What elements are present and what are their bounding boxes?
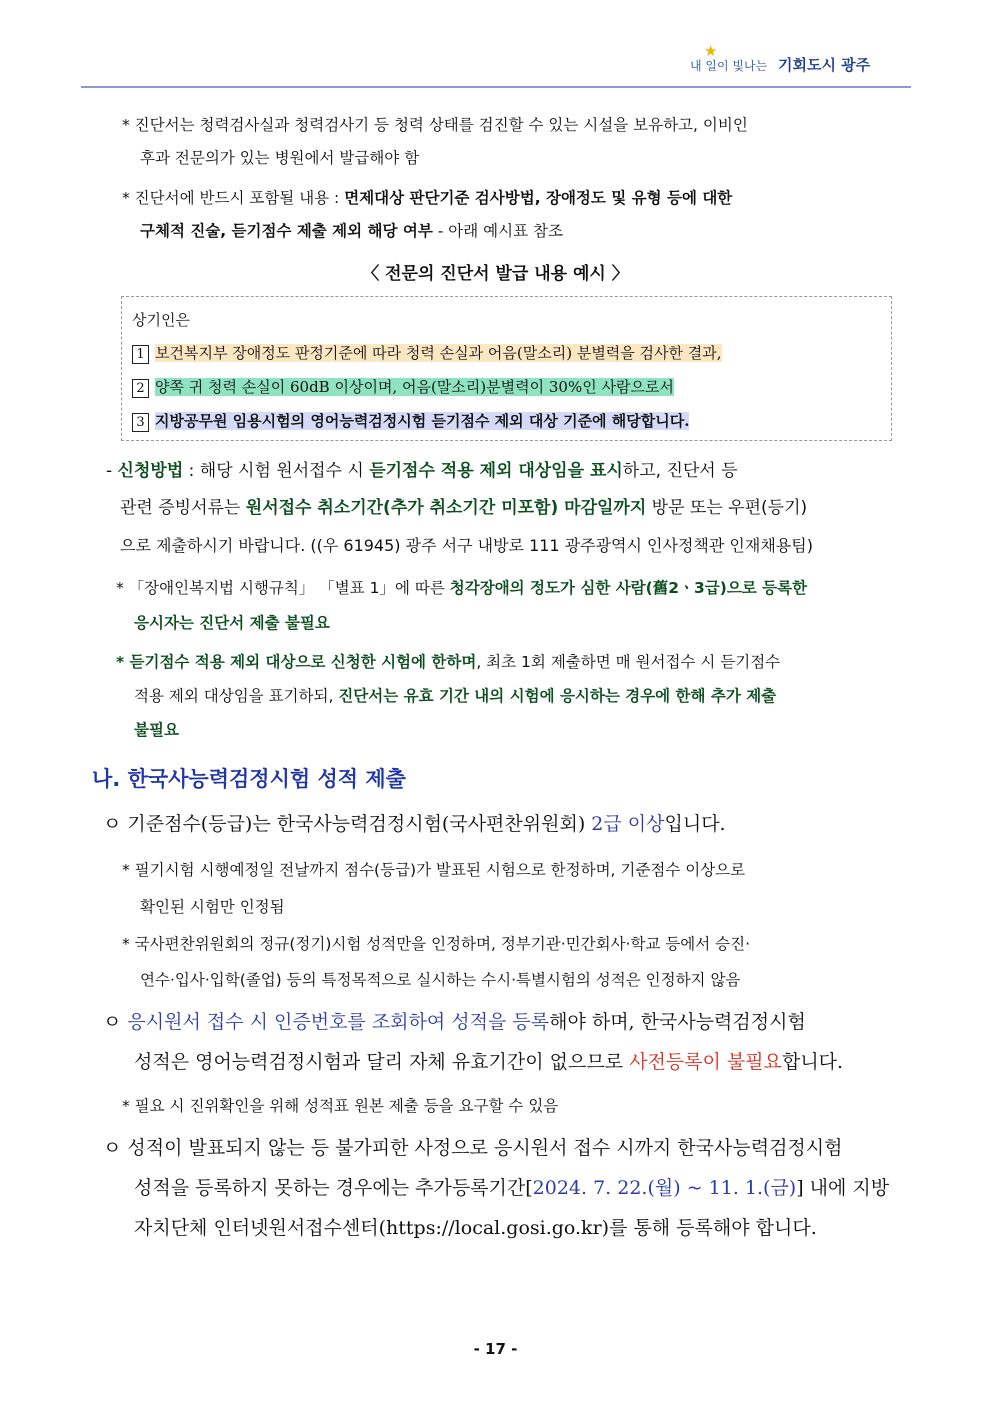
- page-number: - 17 -: [473, 1340, 518, 1358]
- mid-note-1-line-2: 응시자는 진단서 제출 불필요: [134, 614, 330, 632]
- note-2-line-2: 구체적 진술, 듣기점수 제출 제외 해당 여부 - 아래 예시표 참조: [140, 222, 563, 240]
- header-slogan: 내 일이 빛나는: [690, 59, 768, 73]
- mid-note-1-line-1: * 「장애인복지법 시행규칙」 「별표 1」에 따른 청각장애의 정도가 심한 사람(舊2ㆍ3급)으로 등록한: [116, 579, 808, 597]
- apply-line-1: - 신청방법 : 해당 시험 원서접수 시 듣기점수 적용 제외 대상임을 표시하고, 진단서 등: [106, 461, 738, 481]
- header-logo: [690, 42, 871, 75]
- bullet-2-line-1: ㅇ 응시원서 접수 시 인증번호를 조회하여 성적을 등록해야 하며, 한국사능력검정시험: [103, 1011, 806, 1033]
- note-2-line-1: * 진단서에 반드시 포함될 내용 : 면제대상 판단기준 검사방법, 장애정도 및 유형 등에 대한: [122, 189, 733, 207]
- example-intro: 상기인은: [132, 311, 190, 329]
- example-item-3: 3 지방공무원 임용시험의 영어능력검정시험 듣기점수 제외 대상 기준에 해당합니다.: [132, 411, 689, 432]
- mid-note-2-line-2: 적용 제외 대상임을 표기하되, 진단서는 유효 기간 내의 시험에 응시하는 경우에 한해 추가 제출: [134, 687, 777, 705]
- example-title: 〈 전문의 진단서 발급 내용 예시 〉: [362, 264, 629, 284]
- header-divider: [81, 86, 911, 88]
- bullet-3-line-1: ㅇ 성적이 발표되지 않는 등 불가피한 사정으로 응시원서 접수 시까지 한국사능력검정시험: [103, 1137, 843, 1159]
- note-1-line-1: * 진단서는 청력검사실과 청력검사기 등 청력 상태를 검진할 수 있는 시설을 보유하고, 이비인: [122, 116, 748, 134]
- section-title: 나. 한국사능력검정시험 성적 제출: [92, 767, 406, 791]
- apply-line-2: 관련 증빙서류는 원서접수 취소기간(추가 취소기간 미포함) 마감일까지 방문 또는 우편(등기): [120, 498, 808, 518]
- example-item-2: 2 양쪽 귀 청력 손실이 60dB 이상이며, 어음(말소리)분별력이 30%인 사람으로서: [132, 377, 674, 398]
- bullet-1-note-1-line-2: 확인된 시험만 인정됨: [140, 898, 285, 916]
- bullet-2-note: * 필요 시 진위확인을 위해 성적표 원본 제출 등을 요구할 수 있음: [122, 1097, 559, 1115]
- mid-note-2-line-3: 불필요: [134, 721, 179, 739]
- bullet-1-note-2-line-1: * 국사편찬위원회의 정규(정기)시험 성적만을 인정하며, 정부기관·민간회사·학교 등에서 승진·: [122, 935, 751, 953]
- example-item-1: 1 보건복지부 장애정도 판정기준에 따라 청력 손실과 어음(말소리) 분별력을 검사한 결과,: [132, 343, 722, 364]
- bullet-3-line-2: 성적을 등록하지 못하는 경우에는 추가등록기간[2024. 7. 22.(월) ~ 11. 1.(금)] 내에 지방: [134, 1177, 890, 1199]
- header-city: 기회도시 광주: [777, 56, 871, 74]
- note-1-line-2: 후과 전문의가 있는 병원에서 발급해야 함: [140, 149, 420, 167]
- bullet-1: ㅇ 기준점수(등급)는 한국사능력검정시험(국사편찬위원회) 2급 이상입니다.: [103, 813, 726, 835]
- bullet-1-note-2-line-2: 연수·입사·입학(졸업) 등의 특정목적으로 실시하는 수시·특별시험의 성적은 인정하지 않음: [140, 971, 741, 989]
- star-icon: ★: [704, 42, 718, 60]
- bullet-1-note-1-line-1: * 필기시험 시행예정일 전날까지 점수(등급)가 발표된 시험으로 한정하며, 기준점수 이상으로: [122, 861, 746, 879]
- mid-note-2-line-1: * 듣기점수 적용 제외 대상으로 신청한 시험에 한하며, 최초 1회 제출하면 매 원서접수 시 듣기점수: [116, 653, 781, 671]
- bullet-2-line-2: 성적은 영어능력검정시험과 달리 자체 유효기간이 없으므로 사전등록이 불필요합니다.: [134, 1051, 844, 1073]
- apply-line-3: 으로 제출하시기 바랍니다. ((우 61945) 광주 서구 내방로 111 광주광역시 인사정책관 인재채용팀): [120, 536, 813, 555]
- bullet-3-line-3: 자치단체 인터넷원서접수센터(https://local.gosi.go.kr)를 통해 등록해야 합니다.: [134, 1217, 817, 1239]
